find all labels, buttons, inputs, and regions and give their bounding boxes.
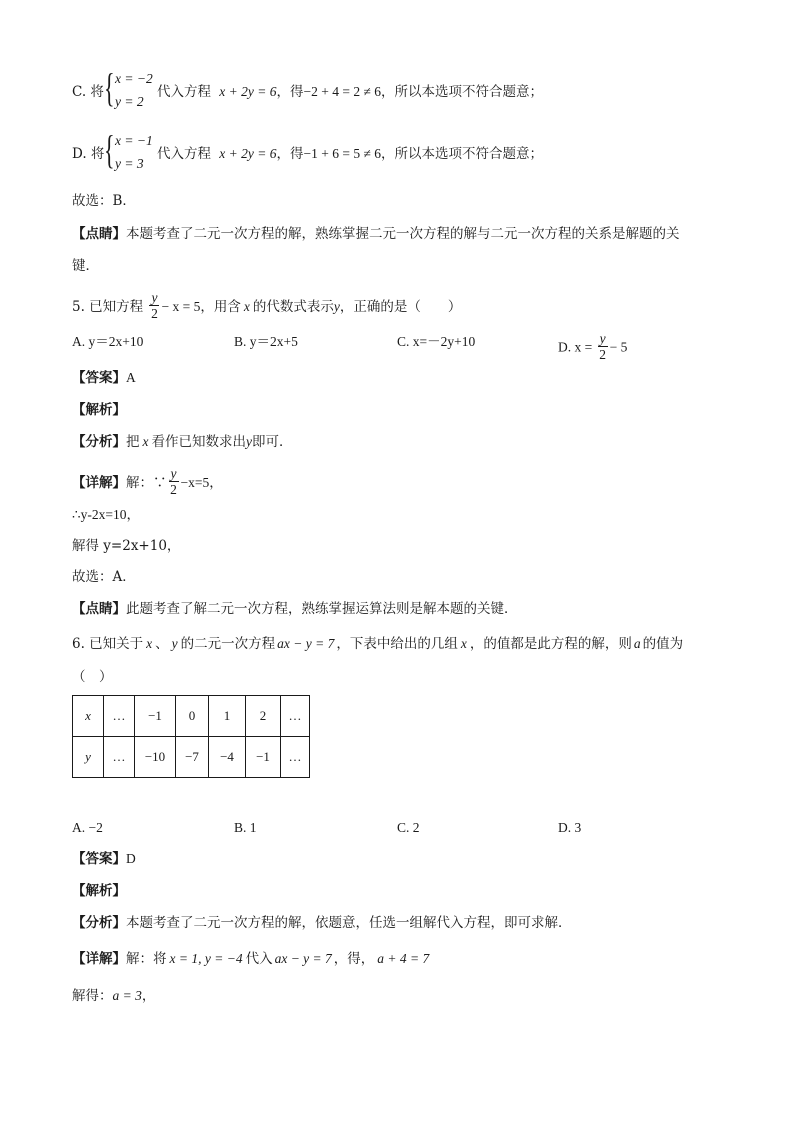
option-c-line: [72, 83, 104, 101]
q6-option-a: A. −2: [72, 820, 103, 835]
table-cell: −10: [135, 737, 176, 778]
q6-answer: 【答案】D: [72, 851, 136, 867]
q5-xiangjie-fraction: $\frac{y}{2}$: [170, 466, 177, 497]
q5-option-d: D. x = $\frac{y}{2}$ − 5: [558, 331, 628, 362]
q6-final: 解得：a = 3，: [72, 988, 156, 1004]
table-cell: −4: [209, 737, 246, 778]
q6-option-c: C. 2: [397, 820, 420, 835]
table-cell: 1: [209, 696, 246, 737]
q5-dianjing: 【点睛】此题考查了解二元一次方程，熟练掌握运算法则是解本题的关键．: [72, 601, 518, 617]
table-cell: 0: [176, 696, 209, 737]
q5-jiexi: 【解析】: [72, 402, 126, 418]
table-cell: …: [281, 696, 310, 737]
table-cell: …: [104, 696, 135, 737]
table-header-y: y: [73, 737, 104, 778]
option-d-line: [72, 145, 104, 163]
q6-paren: （ ）: [72, 669, 113, 685]
q5-option-b: B. y＝2x+5: [234, 334, 298, 349]
q5-step-1: ∴y-2x=10，: [72, 507, 140, 522]
table-cell: …: [104, 737, 135, 778]
q6-xiangjie: 【详解】解：将 x = 1, y = −4 代入 ax − y = 7 ，得， a + 4 = 7: [72, 951, 430, 967]
q5-option-a: A. y＝2x+10: [72, 334, 144, 349]
option-d-equation: x + 2y = 6: [219, 146, 277, 161]
q5-option-d-fraction: $\frac{y}{2}$: [599, 331, 606, 362]
q5-stem-fraction: $\frac{y}{2}$: [151, 290, 158, 321]
q6-fenxi: 【分析】本题考查了二元一次方程的解，依题意，任选一组解代入方程，即可求解．: [72, 915, 572, 931]
q6-solution-table: [72, 695, 310, 778]
table-cell: 2: [246, 696, 281, 737]
table-row-x: [73, 696, 310, 737]
brace-d: {: [104, 127, 115, 172]
option-c-system-1: x = −2: [115, 71, 153, 86]
q5-option-c: C. x=－2y+10: [397, 334, 476, 349]
q6-option-b: B. 1: [234, 820, 257, 835]
table-cell: −1: [135, 696, 176, 737]
option-c-equation: x + 2y = 6: [219, 84, 277, 99]
q4-choice: 故选：B．: [72, 193, 136, 209]
q4-dianjing-cont: 键．: [72, 258, 99, 274]
q5-fenxi: 【分析】把 x 看作已知数求出y即可．: [72, 434, 293, 450]
q6-jiexi: 【解析】: [72, 883, 126, 899]
option-c-calc: −2 + 4 = 2 ≠ 6: [303, 84, 382, 99]
option-c-rest: 代入方程 x + 2y = 6，得−2 + 4 = 2 ≠ 6，所以本选项不符合题意；: [157, 84, 544, 100]
option-c-label: C. 将: [72, 84, 104, 100]
option-d-rest: 代入方程 x + 2y = 6，得−1 + 6 = 5 ≠ 6，所以本选项不符合题意；: [157, 146, 544, 162]
q5-answer: 【答案】A: [72, 370, 136, 386]
q5-choice: 故选：A．: [72, 569, 136, 585]
q6-stem: 6. 已知关于 x 、 y 的二元一次方程 ax − y = 7 ，下表中给出的几组 x ，的值都是此方程的解，则 a 的值为: [72, 636, 684, 652]
q4-dianjing: 【点睛】本题考查了二元一次方程的解，熟练掌握二元一次方程的解与二元一次方程的关系是解题的关: [72, 226, 680, 242]
table-cell: −1: [246, 737, 281, 778]
brace-c: {: [104, 65, 115, 110]
option-d-system-1: x = −1: [115, 133, 153, 148]
table-row-y: [73, 737, 310, 778]
table-cell: …: [281, 737, 310, 778]
q6-option-d: D. 3: [558, 820, 582, 835]
table-header-x: x: [73, 696, 104, 737]
option-c-system-2: y = 2: [115, 94, 144, 109]
table-cell: −7: [176, 737, 209, 778]
q5-stem: 5. 已知方程 $\frac{y}{2}$ − x = 5，用含 x 的代数式表示y，正确的是（ ）: [72, 290, 462, 321]
option-d-label: D. 将: [72, 146, 105, 162]
option-d-system-2: y = 3: [115, 156, 144, 171]
option-d-calc: −1 + 6 = 5 ≠ 6: [303, 146, 382, 161]
q5-step-2: 解得 y=2x+10，: [72, 538, 181, 554]
q5-xiangjie: 【详解】解：∵ $\frac{y}{2}$ −x=5，: [72, 466, 223, 497]
